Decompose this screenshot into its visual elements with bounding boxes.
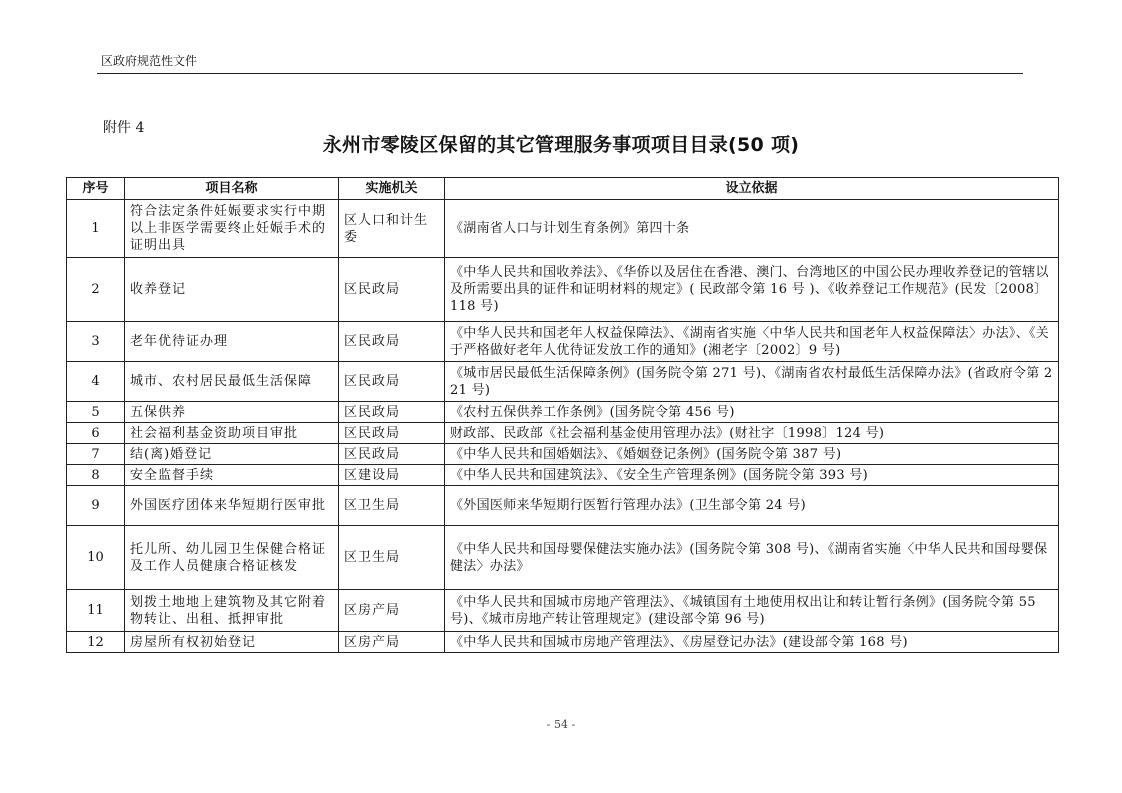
- cell-agency: 区人口和计生委: [339, 200, 445, 258]
- cell-legal-basis: 《中华人民共和国收养法》、《华侨以及居住在香港、澳门、台湾地区的中国公民办理收养登记的管辖以及所需要出具的证件和证明材料的规定》( 民政部令第 16 号 )、《收养登记工作规范》(民发〔2008〕118 号): [445, 258, 1059, 322]
- table-row: [67, 486, 1059, 526]
- table-row: [67, 200, 1059, 258]
- cell-item-name: 五保供养: [125, 402, 339, 423]
- cell-number: 3: [67, 322, 125, 362]
- cell-number: 7: [67, 444, 125, 465]
- cell-number: 6: [67, 423, 125, 444]
- cell-legal-basis: 《湖南省人口与计划生育条例》第四十条: [445, 200, 1059, 258]
- cell-item-name: 符合法定条件妊娠要求实行中期以上非医学需要终止妊娠手术的证明出具: [125, 200, 339, 258]
- cell-number: 8: [67, 465, 125, 486]
- table-row: [67, 444, 1059, 465]
- cell-item-name: 城市、农村居民最低生活保障: [125, 362, 339, 402]
- cell-number: 5: [67, 402, 125, 423]
- cell-number: 12: [67, 632, 125, 653]
- table-row: [67, 423, 1059, 444]
- cell-legal-basis: 《中华人民共和国母婴保健法实施办法》(国务院令第 308 号)、《湖南省实施〈中华人民共和国母婴保健法〉办法》: [445, 526, 1059, 590]
- catalog-table: [66, 177, 1059, 653]
- header-divider: [97, 73, 1023, 74]
- cell-legal-basis: 《中华人民共和国建筑法》、《安全生产管理条例》(国务院令第 393 号): [445, 465, 1059, 486]
- cell-legal-basis: 《中华人民共和国城市房地产管理法》、《城镇国有土地使用权出让和转让暂行条例》(国务院令第 55 号)、《城市房地产转让管理规定》(建设部令第 96 号): [445, 590, 1059, 632]
- column-header-agency: 实施机关: [339, 178, 445, 200]
- cell-item-name: 划拨土地地上建筑物及其它附着物转让、出租、抵押审批: [125, 590, 339, 632]
- column-header-number: 序号: [67, 178, 125, 200]
- cell-legal-basis: 《中华人民共和国婚姻法》、《婚姻登记条例》(国务院令第 387 号): [445, 444, 1059, 465]
- table-row: [67, 526, 1059, 590]
- cell-item-name: 收养登记: [125, 258, 339, 322]
- cell-agency: 区民政局: [339, 423, 445, 444]
- cell-agency: 区民政局: [339, 362, 445, 402]
- page-title: 永州市零陵区保留的其它管理服务事项项目目录(50 项): [322, 134, 800, 156]
- cell-item-name: 社会福利基金资助项目审批: [125, 423, 339, 444]
- page-number: - 54 -: [546, 718, 576, 731]
- cell-agency: 区房产局: [339, 590, 445, 632]
- cell-agency: 区民政局: [339, 258, 445, 322]
- cell-agency: 区建设局: [339, 465, 445, 486]
- cell-legal-basis: 《外国医师来华短期行医暂行管理办法》(卫生部令第 24 号): [445, 486, 1059, 526]
- cell-number: 2: [67, 258, 125, 322]
- cell-agency: 区民政局: [339, 444, 445, 465]
- table-row: [67, 632, 1059, 653]
- cell-agency: 区民政局: [339, 322, 445, 362]
- cell-agency: 区卫生局: [339, 486, 445, 526]
- table-row: [67, 258, 1059, 322]
- attachment-label: 附件 4: [103, 120, 145, 136]
- cell-legal-basis: 《农村五保供养工作条例》(国务院令第 456 号): [445, 402, 1059, 423]
- cell-agency: 区民政局: [339, 402, 445, 423]
- cell-item-name: 房屋所有权初始登记: [125, 632, 339, 653]
- cell-item-name: 结(离)婚登记: [125, 444, 339, 465]
- cell-number: 4: [67, 362, 125, 402]
- cell-legal-basis: 《中华人民共和国老年人权益保障法》、《湖南省实施〈中华人民共和国老年人权益保障法〉办法》、《关于严格做好老年人优待证发放工作的通知》(湘老字〔2002〕9 号): [445, 322, 1059, 362]
- cell-item-name: 外国医疗团体来华短期行医审批: [125, 486, 339, 526]
- cell-agency: 区卫生局: [339, 526, 445, 590]
- table-row: [67, 402, 1059, 423]
- cell-agency: 区房产局: [339, 632, 445, 653]
- cell-legal-basis: 《中华人民共和国城市房地产管理法》、《房屋登记办法》(建设部令第 168 号): [445, 632, 1059, 653]
- column-header-legal-basis: 设立依据: [445, 178, 1059, 200]
- table-row: [67, 590, 1059, 632]
- cell-legal-basis: 《城市居民最低生活保障条例》(国务院令第 271 号)、《湖南省农村最低生活保障办法》(省政府令第 221 号): [445, 362, 1059, 402]
- cell-number: 1: [67, 200, 125, 258]
- cell-item-name: 安全监督手续: [125, 465, 339, 486]
- table-row: [67, 465, 1059, 486]
- table-row: [67, 362, 1059, 402]
- cell-item-name: 老年优待证办理: [125, 322, 339, 362]
- cell-number: 10: [67, 526, 125, 590]
- table-header-row: [67, 178, 1059, 200]
- cell-item-name: 托儿所、幼儿园卫生保健合格证及工作人员健康合格证核发: [125, 526, 339, 590]
- cell-legal-basis: 财政部、民政部《社会福利基金使用管理办法》(财社字〔1998〕124 号): [445, 423, 1059, 444]
- cell-number: 11: [67, 590, 125, 632]
- column-header-item-name: 项目名称: [125, 178, 339, 200]
- table-row: [67, 322, 1059, 362]
- cell-number: 9: [67, 486, 125, 526]
- document-header-label: 区政府规范性文件: [101, 54, 198, 68]
